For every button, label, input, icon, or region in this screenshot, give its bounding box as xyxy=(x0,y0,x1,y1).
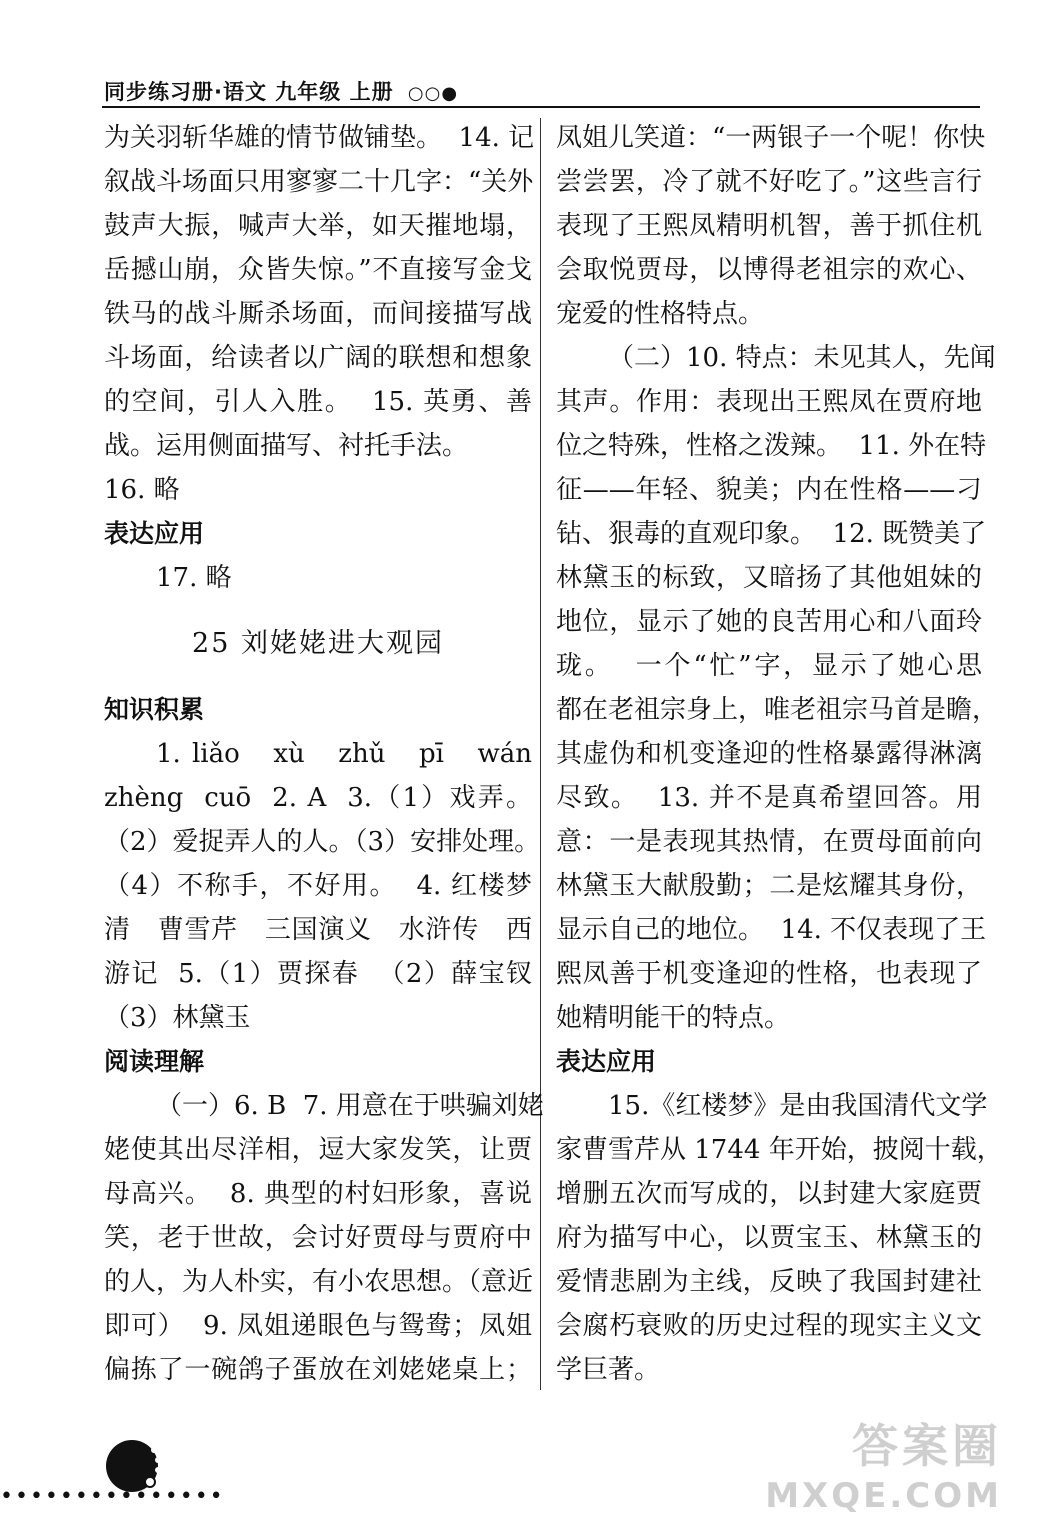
text-line: 学巨著。 xyxy=(556,1355,661,1385)
text-line: 府为描写中心，以贾宝玉、林黛玉的 xyxy=(556,1223,982,1253)
text-line: 地位，显示了她的良苦用心和八面玲 xyxy=(556,607,982,637)
section-heading-knowledge: 知识积累 xyxy=(104,695,205,724)
text-line: 其声。作用：表现出王熙凤在贾府地 xyxy=(556,387,982,417)
text-line: 的空间，引人入胜。 15. 英勇、善 xyxy=(104,387,532,417)
text-line: 家曹雪芹从 1744 年开始，披阅十载， xyxy=(556,1135,1003,1165)
text-line: 铁马的战斗厮杀场面，而间接描写战 xyxy=(104,299,532,329)
section-heading-express: 表达应用 xyxy=(104,519,205,548)
watermark-logo-text: 答案圈 xyxy=(852,1419,1002,1473)
lesson-title: 25 刘姥姥进大观园 xyxy=(192,628,444,659)
text-line: 1. liǎo xù zhǔ pī wán xyxy=(156,739,532,769)
text-line: 偏拣了一碗鸽子蛋放在刘姥姥桌上； xyxy=(104,1355,532,1385)
text-line: 钻、狠毒的直观印象。 12. 既赞美了 xyxy=(556,519,987,549)
left-block-1 xyxy=(104,116,535,512)
right-block-1 xyxy=(556,116,986,336)
text-line: 清 曹雪芹 三国演义 水浒传 西 xyxy=(104,915,532,945)
right-block-3 xyxy=(556,1084,1003,1392)
text-line: 为关羽斩华雄的情节做铺垫。 14. 记 xyxy=(104,123,535,153)
text-line: 姥使其出尽洋相，逗大家发笑，让贾 xyxy=(104,1135,532,1165)
text-line: 叙战斗场面只用寥寥二十几字：“关外 xyxy=(104,167,534,197)
text-line: 都在老祖宗身上，唯老祖宗马首是瞻， xyxy=(556,695,999,725)
header-rule xyxy=(102,106,980,108)
header-title: 同步练习册·语文 九年级 上册 xyxy=(104,80,394,104)
text-line: 宠爱的性格特点。 xyxy=(556,299,765,329)
text-line: 的人，为人朴实，有小农思想。（意近 xyxy=(104,1267,534,1297)
left-block-2 xyxy=(104,732,541,1040)
watermark xyxy=(765,1410,1002,1516)
running-header xyxy=(104,76,458,106)
text-line: 林黛玉大献殷勤；二是炫耀其身份， xyxy=(556,871,982,901)
text-line: 征——年轻、貌美；内在性格——刁 xyxy=(556,475,982,505)
text-line: （3）林黛玉 xyxy=(104,1003,251,1033)
text-line: 位之特殊，性格之泼辣。 11. 外在特 xyxy=(556,431,987,461)
text-line: 会取悦贾母，以博得老祖宗的欢心、 xyxy=(556,255,982,285)
text-line: 尽致。 13. 并不是真希望回答。用 xyxy=(556,783,982,813)
text-line: 其虚伪和机变逢迎的性格暴露得淋漓 xyxy=(556,739,982,769)
footer-dot-leader: ••••••••••••••• xyxy=(0,1484,225,1509)
text-line: 意：一是表现其热情，在贾母面前向 xyxy=(556,827,982,857)
text-line: 熙凤善于机变逢迎的性格，也表现了 xyxy=(556,959,982,989)
right-column xyxy=(556,116,1003,1392)
text-line: 爱情悲剧为主线，反映了我国封建社 xyxy=(556,1267,982,1297)
section-heading-express: 表达应用 xyxy=(556,1047,657,1076)
text-line: 增删五次而写成的，以封建大家庭贾 xyxy=(556,1179,982,1209)
column-divider xyxy=(540,118,541,1390)
text-line: 战。运用侧面描写、衬托手法。 xyxy=(104,431,469,461)
text-line: 游记 5.（1）贾探春 （2）薛宝钗 xyxy=(104,959,532,989)
text-line: 母高兴。 8. 典型的村妇形象，喜说 xyxy=(104,1179,532,1209)
watermark-url: MXQE.COM xyxy=(765,1476,1002,1516)
text-line: （2）爱捉弄人的人。（3）安排处理。 xyxy=(104,827,541,857)
text-line: 凤姐儿笑道：“一两银子一个呢！你快 xyxy=(556,123,986,153)
text-line: 16. 略 xyxy=(104,475,180,505)
text-line: 表现了王熙凤精明机智，善于抓住机 xyxy=(556,211,982,241)
left-column xyxy=(104,116,544,1392)
text-line: 她精明能干的特点。 xyxy=(556,1003,791,1033)
section-heading-reading: 阅读理解 xyxy=(104,1047,205,1076)
text-line: 笑，老于世故，会讨好贾母与贾府中 xyxy=(104,1223,532,1253)
text-line: 即可） 9. 凤姐递眼色与鸳鸯；凤姐 xyxy=(104,1311,532,1341)
header-circles: ○○● xyxy=(407,83,459,104)
text-line: 林黛玉的标致，又暗扬了其他姐妹的 xyxy=(556,563,982,593)
left-block-3 xyxy=(104,1084,544,1392)
text-line: （4）不称手，不好用。 4. 红楼梦 xyxy=(104,871,532,901)
text-line: 会腐朽衰败的历史过程的现实主义文 xyxy=(556,1311,982,1341)
text-line: zhèng cuō 2. A 3.（1）戏弄。 xyxy=(104,783,532,813)
text-line: 尝尝罢，冷了就不好吃了。”这些言行 xyxy=(556,167,982,197)
text-line: 15.《红楼梦》是由我国清代文学 xyxy=(608,1091,988,1121)
text-line: 斗场面，给读者以广阔的联想和想象 xyxy=(104,343,532,373)
text-line: 珑。 一个“忙”字，显示了她心思 xyxy=(556,651,982,681)
text-line: （一）6. B 7. 用意在于哄骗刘姥 xyxy=(156,1091,544,1121)
text-line: 显示自己的地位。 14. 不仅表现了王 xyxy=(556,915,987,945)
right-block-2 xyxy=(556,336,999,1040)
text-line: （二）10. 特点：未见其人，先闻 xyxy=(608,343,996,373)
text-line: 岳撼山崩，众皆失惊。”不直接写金戈 xyxy=(104,255,532,285)
text-line: 鼓声大振，喊声大举，如天摧地塌， xyxy=(104,211,532,241)
answer-17: 17. 略 xyxy=(156,563,232,593)
